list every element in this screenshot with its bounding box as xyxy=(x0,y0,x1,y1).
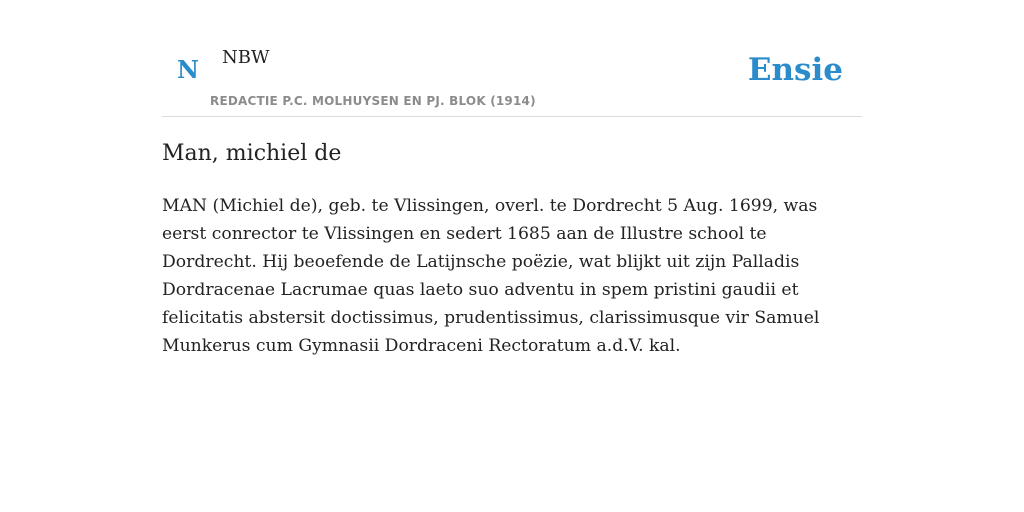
brand-logo-link[interactable]: Ensie xyxy=(747,52,843,88)
source-logo-link[interactable]: N xyxy=(177,55,199,84)
source-credit: REDACTIE P.C. MOLHUYSEN EN PJ. BLOK (1914) xyxy=(210,94,536,108)
article-header xyxy=(162,40,862,117)
article-body: MAN (Michiel de), geb. te Vlissingen, overl. te Dordrecht 5 Aug. 1699, was eerst conrector te Vlissingen en sedert 1685 aan de Illustre school te Dordrecht. Hij beoefende de Latijnsche poëzie, wat blijkt uit zijn Palladis Dordracenae Lacrumae quas laeto suo adventu in spem pristini gaudii et felicitatis abstersit doctissimus, prudentissimus, clarissimusque vir Samuel Munkerus cum Gymnasii Dordraceni Rectoratum a.d.V. kal. xyxy=(162,196,820,356)
article-title: Man, michiel de xyxy=(162,141,342,166)
source-name: NBW xyxy=(222,47,270,68)
